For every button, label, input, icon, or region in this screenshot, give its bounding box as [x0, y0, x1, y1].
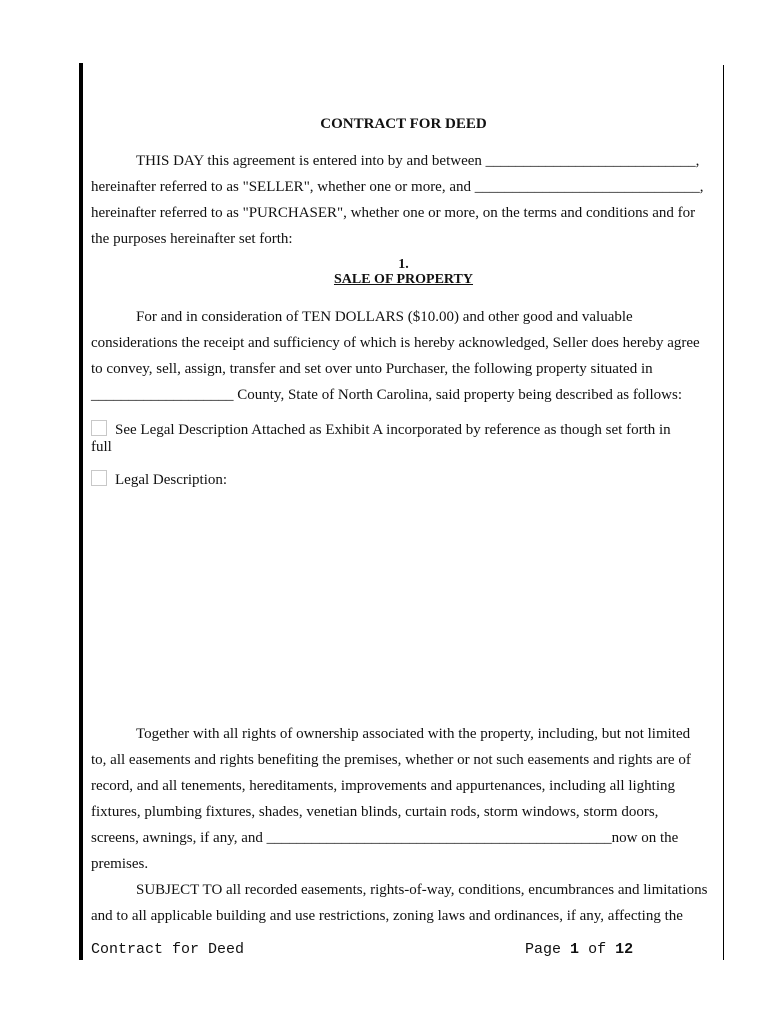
- section-number: 1.: [398, 257, 409, 272]
- together-line: screens, awnings, if any, and ______________________________________________now on the: [91, 830, 679, 846]
- section-heading: SALE OF PROPERTY: [333, 272, 473, 287]
- consideration-line: considerations the receipt and sufficiency of which is hereby acknowledged, Seller does hereby agree: [91, 335, 700, 351]
- footer-doc-name: Contract for Deed: [91, 941, 245, 958]
- legal-description-option: [91, 470, 716, 489]
- consideration-paragraph: [91, 304, 716, 408]
- footer-page-total: 12: [615, 941, 634, 958]
- together-line: Together with all rights of ownership associated with the property, including, but not limited: [136, 726, 691, 742]
- subject-line: SUBJECT TO all recorded easements, rights-of-way, conditions, encumbrances and limitations: [136, 882, 708, 898]
- subject-line: and to all applicable building and use restrictions, zoning laws and ordinances, if any, affecting the: [91, 908, 683, 924]
- exhibit-option: [91, 420, 716, 456]
- intro-line: hereinafter referred to as "PURCHASER", whether one or more, on the terms and conditions and for: [91, 205, 696, 221]
- exhibit-option-label: See Legal Description Attached as Exhibit A incorporated by reference as though set forth in: [115, 422, 671, 438]
- legal-description-label: Legal Description:: [115, 472, 228, 488]
- together-line: to, all easements and rights benefiting the premises, whether or not such easements and rights are of: [91, 752, 691, 768]
- intro-line: the purposes hereinafter set forth:: [91, 231, 293, 247]
- consideration-line: For and in consideration of TEN DOLLARS ($10.00) and other good and valuable: [136, 309, 633, 325]
- together-line: premises.: [91, 856, 149, 872]
- intro-line: hereinafter referred to as "SELLER", whether one or more, and ______________________________,: [91, 179, 704, 195]
- right-margin-line: [723, 65, 724, 960]
- footer-page-number: [525, 941, 633, 958]
- exhibit-checkbox[interactable]: [91, 420, 107, 436]
- intro-line: THIS DAY this agreement is entered into by and between ____________________________,: [136, 153, 700, 169]
- together-line: record, and all tenements, hereditaments, improvements and appurtenances, including all lighting: [91, 778, 675, 794]
- intro-paragraph: [91, 148, 716, 252]
- together-paragraph: [91, 721, 716, 929]
- footer-page-current: 1: [570, 941, 580, 958]
- exhibit-option-label-cont: full: [91, 439, 112, 455]
- footer-of-word: of: [588, 941, 607, 958]
- legal-description-checkbox[interactable]: [91, 470, 107, 486]
- footer-page-word: Page: [525, 941, 562, 958]
- consideration-line: ___________________ County, State of North Carolina, said property being described as follows:: [91, 387, 683, 403]
- document-title: CONTRACT FOR DEED: [320, 116, 487, 132]
- together-line: fixtures, plumbing fixtures, shades, venetian blinds, curtain rods, storm windows, storm doors,: [91, 804, 659, 820]
- consideration-line: to convey, sell, assign, transfer and set over unto Purchaser, the following property situated in: [91, 361, 653, 377]
- left-margin-bar: [79, 63, 83, 960]
